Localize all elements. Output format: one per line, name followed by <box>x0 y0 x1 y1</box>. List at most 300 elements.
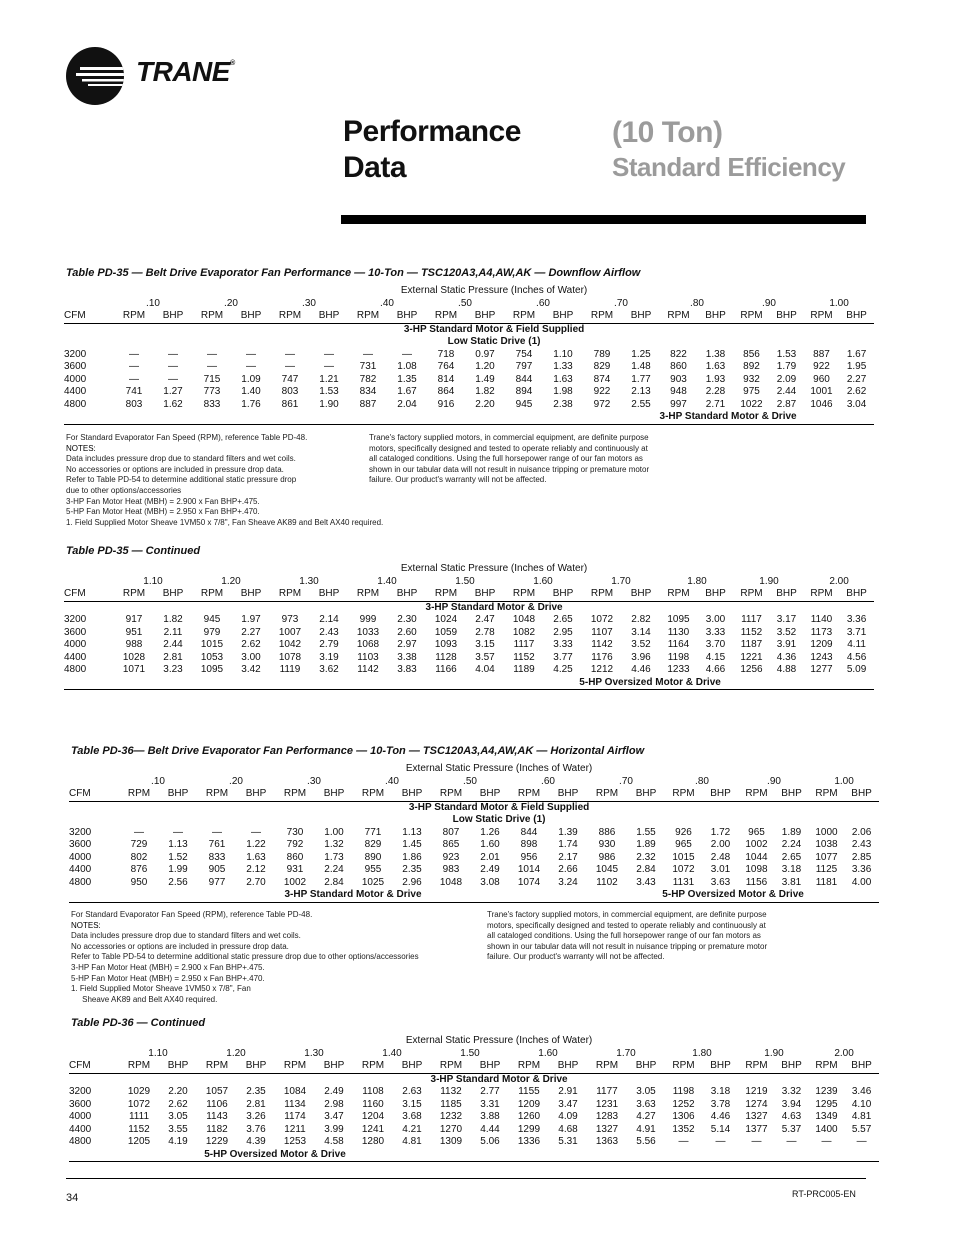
bhp-value: 2.20 <box>168 1086 188 1097</box>
bhp-value: 4.46 <box>631 664 651 675</box>
bhp-header: BHP <box>237 1060 275 1073</box>
cfm-value: 3600 <box>64 626 87 638</box>
pressure-header: .90 <box>762 297 776 309</box>
cfm-value: 3600 <box>64 361 87 372</box>
bhp-value: 2.56 <box>168 876 188 888</box>
rpm-value: 983 <box>442 864 460 875</box>
rpm-header: RPM <box>665 788 702 801</box>
rpm-header: RPM <box>809 1060 844 1073</box>
rpm-value: 1108 <box>362 1086 384 1097</box>
bhp-header: BHP <box>627 1060 665 1073</box>
rpm-value: 1243 <box>810 651 833 663</box>
footer-rule <box>66 1178 866 1179</box>
pressure-header: .60 <box>541 775 555 787</box>
rpm-value: 834 <box>359 386 377 397</box>
esp-label: External Static Pressure (Inches of Water) <box>405 763 593 774</box>
rpm-value: 1007 <box>278 626 302 638</box>
bhp-value: — <box>715 1136 726 1147</box>
bhp-value: 2.62 <box>168 1098 188 1110</box>
pressure-header: 1.10 <box>148 1047 168 1059</box>
bhp-header: BHP <box>237 788 275 801</box>
motor-band-label: 5-HP Oversized Motor & Drive <box>587 889 879 902</box>
bhp-value: 1.89 <box>636 839 656 850</box>
rpm-value: 1221 <box>740 651 763 663</box>
rpm-value: 1128 <box>435 651 457 663</box>
bhp-header: BHP <box>154 310 192 323</box>
rpm-value: — <box>821 1136 832 1147</box>
bhp-value: 1.45 <box>402 839 422 850</box>
rpm-value: 1119 <box>279 664 301 675</box>
rpm-value: 1229 <box>205 1136 229 1147</box>
pressure-header: .20 <box>229 775 243 787</box>
rpm-header: RPM <box>114 588 154 601</box>
bhp-value: 3.68 <box>402 1111 422 1122</box>
table-row <box>69 1136 879 1149</box>
rpm-value: 986 <box>598 851 616 863</box>
bhp-value: 2.96 <box>402 876 422 888</box>
bhp-header: BHP <box>232 310 270 323</box>
rpm-value: 792 <box>286 839 304 850</box>
bhp-value: 2.35 <box>246 1086 266 1097</box>
bhp-value: 2.87 <box>776 398 797 410</box>
bhp-header: BHP <box>839 588 874 601</box>
rpm-value: 1117 <box>741 614 762 625</box>
bhp-value: 3.19 <box>319 651 339 663</box>
rpm-value: 1327 <box>745 1111 768 1122</box>
bhp-value: 3.81 <box>781 876 802 888</box>
bhp-value: 1.63 <box>553 373 573 385</box>
bhp-header: BHP <box>393 1060 431 1073</box>
rpm-value: 1125 <box>815 864 838 875</box>
pressure-header: 1.60 <box>538 1047 558 1059</box>
bhp-value: 2.11 <box>163 626 183 638</box>
rpm-header: RPM <box>348 310 388 323</box>
bhp-value: 3.05 <box>168 1111 188 1122</box>
bhp-value: 2.00 <box>710 839 731 850</box>
rpm-value: 1053 <box>200 651 224 663</box>
rpm-header: RPM <box>504 588 544 601</box>
bhp-value: 1.13 <box>402 826 422 838</box>
rpm-value: 1174 <box>284 1111 306 1122</box>
rpm-value: 903 <box>670 373 687 385</box>
bhp-header: BHP <box>471 1060 509 1073</box>
bhp-value: — <box>168 373 178 385</box>
table-pd35-notes: For Standard Evaporator Fan Speed (RPM), reference Table PD-48. NOTES: Data includes pressure drop due to standard filters and wet coils. No accessories or options are included in pressure drop data. Refer to Table PD-54 to determine additional static pressure drop due to other options/accessories 3-HP Fan Motor Heat (MBH) = 2.900 x Fan BHP+.475. 5-HP Fan Motor Heat (MBH) = 2.950 x Fan BHP+.470. 1. Field Supplied Motor Sheave 1VM50 x 7/8", Fan Sheave AK89 and Belt AX40 required. <box>66 433 384 527</box>
rpm-value: 1000 <box>815 826 838 838</box>
rpm-value: 1072 <box>127 1098 151 1110</box>
rpm-value: 1160 <box>362 1098 384 1110</box>
pressure-header: 1.10 <box>143 575 163 587</box>
rpm-value: 1177 <box>596 1086 618 1097</box>
rpm-value: 975 <box>743 386 760 397</box>
rpm-value: 1377 <box>745 1123 768 1135</box>
bhp-value: 3.99 <box>324 1123 344 1135</box>
rpm-value: 1173 <box>810 626 833 638</box>
bhp-value: 1.82 <box>475 386 495 397</box>
rpm-value: 1132 <box>440 1086 462 1097</box>
bhp-value: 1.73 <box>324 851 344 863</box>
cfm-value: 4000 <box>69 1111 92 1122</box>
rpm-value: — <box>129 361 139 372</box>
rpm-value: 973 <box>281 614 299 625</box>
bhp-value: 1.20 <box>475 361 495 372</box>
bhp-value: 1.09 <box>241 373 261 385</box>
bhp-value: 4.91 <box>636 1123 656 1135</box>
rpm-value: 1074 <box>517 876 541 888</box>
rpm-value: 1002 <box>283 876 307 888</box>
rpm-value: 1209 <box>517 1098 541 1110</box>
bhp-value: 5.56 <box>636 1136 656 1147</box>
bhp-header: BHP <box>774 1060 809 1073</box>
table-row <box>69 1086 879 1099</box>
bhp-header: BHP <box>702 1060 739 1073</box>
bhp-value: 3.17 <box>776 614 797 625</box>
rpm-value: 1256 <box>740 664 763 675</box>
rpm-value: 833 <box>208 851 226 863</box>
bhp-value: — <box>786 1136 797 1147</box>
rpm-header: RPM <box>587 1060 627 1073</box>
bhp-value: 3.94 <box>781 1098 802 1110</box>
rpm-value: 1181 <box>815 876 838 888</box>
bhp-value: 2.35 <box>402 864 422 875</box>
rpm-value: — <box>129 348 139 360</box>
bhp-value: 2.06 <box>851 826 872 838</box>
table-row <box>64 664 874 677</box>
rpm-value: 930 <box>598 839 616 850</box>
bhp-value: 2.77 <box>480 1086 500 1097</box>
rpm-value: 1309 <box>439 1136 463 1147</box>
bhp-value: 3.57 <box>475 651 495 663</box>
rpm-value: 887 <box>359 398 377 410</box>
rpm-value: 822 <box>670 348 687 360</box>
bhp-value: 3.46 <box>851 1086 872 1097</box>
rpm-value: 956 <box>520 851 538 863</box>
rpm-value: 965 <box>748 826 765 838</box>
rpm-header: RPM <box>509 788 549 801</box>
rpm-value: 1152 <box>128 1123 150 1135</box>
rpm-value: 730 <box>286 826 304 838</box>
bhp-value: 1.97 <box>241 614 261 625</box>
motor-band-label: 5-HP Oversized Motor & Drive <box>119 1149 431 1162</box>
bhp-value: 2.12 <box>246 864 266 875</box>
rpm-value: 1107 <box>591 626 613 638</box>
rpm-value: 1106 <box>206 1098 228 1110</box>
bhp-value: 2.27 <box>241 626 261 638</box>
bhp-value: 1.21 <box>319 373 339 385</box>
pressure-header: 1.60 <box>533 575 553 587</box>
bhp-value: 3.24 <box>558 876 578 888</box>
rpm-value: 886 <box>598 826 616 838</box>
cfm-value: 4800 <box>64 664 87 675</box>
cfm-value: 4400 <box>69 864 92 875</box>
table-pd36-notes: For Standard Evaporator Fan Speed (RPM), reference Table PD-48. NOTES: Data includes pressure drop due to standard filters and wet coils. No accessories or options are included in pressure drop data. Refer to Table PD-54 to determine additional static pressure drop due to other options/accessories 3-HP Fan Motor Heat (MBH) = 2.900 x Fan BHP+.475. 5-HP Fan Motor Heat (MBH) = 2.950 x Fan BHP+.470. 1. Field Supplied Motor Sheave 1VM50 x 7/8", Fan Sheave AK89 and Belt AX40 required. <box>71 910 419 1004</box>
rpm-value: 1022 <box>740 398 763 410</box>
rpm-value: 803 <box>125 398 143 410</box>
rpm-value: 865 <box>442 839 460 850</box>
bhp-header: BHP <box>544 310 582 323</box>
bhp-value: — <box>324 348 334 360</box>
bhp-value: 4.36 <box>776 651 797 663</box>
bhp-value: 1.39 <box>558 826 578 838</box>
rpm-value: 1015 <box>672 851 695 863</box>
bhp-value: 4.81 <box>851 1111 872 1122</box>
bhp-value: — <box>402 348 412 360</box>
rpm-header: RPM <box>197 788 237 801</box>
bhp-value: 1.13 <box>168 839 188 850</box>
bhp-value: 4.11 <box>847 639 866 650</box>
bhp-value: 1.32 <box>324 839 344 850</box>
rpm-value: 1001 <box>810 386 833 397</box>
rpm-value: 972 <box>593 398 611 410</box>
bhp-value: 4.21 <box>402 1123 422 1135</box>
bhp-value: 1.26 <box>480 826 500 838</box>
bhp-value: 3.77 <box>553 651 573 663</box>
rpm-value: 729 <box>130 839 148 850</box>
pressure-header: 1.20 <box>221 575 241 587</box>
rpm-value: 1042 <box>278 639 302 650</box>
rpm-value: 1048 <box>512 614 536 625</box>
table-row <box>69 839 879 852</box>
bhp-value: 2.55 <box>631 398 651 410</box>
bhp-value: 1.53 <box>776 348 797 360</box>
bhp-value: 2.48 <box>710 851 731 863</box>
bhp-value: 3.15 <box>402 1098 422 1110</box>
bhp-value: 1.77 <box>631 373 651 385</box>
bhp-value: 2.28 <box>705 386 726 397</box>
bhp-value: — <box>246 348 256 360</box>
bhp-value: 3.08 <box>480 876 500 888</box>
bhp-value: 3.83 <box>397 664 417 675</box>
pressure-header: .30 <box>302 297 316 309</box>
bhp-value: 3.14 <box>631 626 651 638</box>
rpm-header: RPM <box>809 788 844 801</box>
bhp-value: 2.95 <box>553 626 573 638</box>
rpm-value: 1233 <box>667 664 690 675</box>
rpm-header: RPM <box>504 310 544 323</box>
rpm-value: 1156 <box>745 876 768 888</box>
bhp-value: 3.52 <box>776 626 797 638</box>
rpm-value: 965 <box>675 839 692 850</box>
pressure-header: 1.50 <box>460 1047 480 1059</box>
rpm-value: 747 <box>281 373 299 385</box>
table-pd35-caption: Table PD-35 — Belt Drive Evaporator Fan Performance — 10-Ton — TSC120A3,A4,AW,AK — Downflow Airflow <box>66 267 641 279</box>
document-id: RT-PRC005-EN <box>792 1189 856 1199</box>
bhp-value: 5.14 <box>710 1123 731 1135</box>
rpm-value: 999 <box>359 614 377 625</box>
bhp-value: 1.99 <box>168 864 188 875</box>
rpm-value: 892 <box>743 361 760 372</box>
rpm-value: 1142 <box>357 664 379 675</box>
bhp-value: 2.65 <box>553 614 573 625</box>
bhp-header: BHP <box>154 588 192 601</box>
rpm-value: 1072 <box>590 614 614 625</box>
rpm-value: 887 <box>813 348 830 360</box>
bhp-value: 3.00 <box>241 651 261 663</box>
bhp-value: 4.04 <box>475 664 495 675</box>
rpm-value: 1231 <box>595 1098 619 1110</box>
bhp-value: 3.23 <box>163 664 183 675</box>
rpm-value: 814 <box>437 373 455 385</box>
bhp-value: 3.71 <box>846 626 867 638</box>
cfm-value: 4800 <box>69 876 92 888</box>
bhp-value: 2.49 <box>480 864 500 875</box>
table-row <box>69 827 879 840</box>
bhp-value: 5.31 <box>558 1136 578 1147</box>
rpm-header: RPM <box>509 1060 549 1073</box>
rpm-value: 718 <box>437 348 455 360</box>
rpm-value: 1219 <box>745 1086 768 1097</box>
bhp-value: 2.97 <box>397 639 417 650</box>
rpm-value: 945 <box>203 614 221 625</box>
rpm-value: — <box>134 826 144 838</box>
bhp-value: 3.05 <box>636 1086 656 1097</box>
rpm-value: 803 <box>281 386 299 397</box>
rpm-header: RPM <box>353 1060 393 1073</box>
bhp-value: — <box>251 826 261 838</box>
bhp-value: 1.10 <box>553 348 573 360</box>
rpm-value: 1033 <box>356 626 380 638</box>
rpm-value: 1253 <box>283 1136 307 1147</box>
esp-label: External Static Pressure (Inches of Water) <box>400 563 588 574</box>
bhp-value: 3.91 <box>776 639 797 650</box>
rpm-value: 1024 <box>434 614 458 625</box>
table-row <box>64 361 874 374</box>
cfm-value: 3200 <box>64 614 87 625</box>
bhp-value: 2.17 <box>558 851 578 863</box>
bhp-value: 3.31 <box>480 1098 500 1110</box>
bhp-value: 2.44 <box>163 639 183 650</box>
bhp-value: 2.01 <box>480 851 500 863</box>
rpm-value: 955 <box>364 864 382 875</box>
rpm-header: RPM <box>275 1060 315 1073</box>
rpm-value: 1252 <box>672 1098 695 1110</box>
bhp-value: 1.89 <box>781 826 802 838</box>
pressure-header: .90 <box>767 775 781 787</box>
rpm-value: 1045 <box>595 864 619 875</box>
bhp-value: 2.09 <box>776 373 797 385</box>
pressure-header: 2.00 <box>834 1047 854 1059</box>
bhp-value: 4.19 <box>168 1136 188 1147</box>
bhp-value: 2.81 <box>246 1098 266 1110</box>
rpm-value: 1182 <box>206 1123 228 1135</box>
pressure-header: .40 <box>385 775 399 787</box>
bhp-value: 2.60 <box>397 626 417 638</box>
rpm-value: 876 <box>130 864 148 875</box>
bhp-value: 2.44 <box>776 386 797 397</box>
bhp-value: 4.66 <box>705 664 726 675</box>
pressure-header: 1.90 <box>759 575 779 587</box>
rpm-value: 1155 <box>518 1086 540 1097</box>
rpm-value: 1134 <box>284 1098 306 1110</box>
bhp-header: BHP <box>393 788 431 801</box>
bhp-header: BHP <box>839 310 874 323</box>
rpm-value: 1142 <box>591 639 613 650</box>
bhp-value: 4.58 <box>324 1136 344 1147</box>
rpm-value: 856 <box>743 348 760 360</box>
table-pd35-motor-note: Trane's factory supplied motors, in commercial equipment, are definite purpose motors, specifically designed and tested to operate reliably and continuously at all cataloged conditions. Using the full horsepower range of our fan motors as shown in our tabular data will not result in nuisance tripping or premature motor failure. Our product's warranty will not be affected. <box>369 433 650 485</box>
rpm-header: RPM <box>119 788 159 801</box>
rpm-header: RPM <box>734 310 769 323</box>
bhp-value: 4.81 <box>402 1136 422 1147</box>
bhp-value: 3.76 <box>246 1123 266 1135</box>
bhp-header: BHP <box>159 788 197 801</box>
rpm-header: RPM <box>197 1060 237 1073</box>
table-row <box>69 1124 879 1137</box>
rpm-value: 1046 <box>810 398 833 410</box>
bhp-header: BHP <box>549 788 587 801</box>
rpm-value: 948 <box>670 386 687 397</box>
bhp-value: 1.60 <box>480 839 500 850</box>
table-row <box>64 349 874 362</box>
bhp-value: 1.63 <box>246 851 266 863</box>
bhp-value: 1.08 <box>397 361 417 372</box>
rpm-value: 771 <box>364 826 382 838</box>
rpm-value: 1166 <box>435 664 457 675</box>
page-title: Performance Data <box>343 115 521 184</box>
bhp-value: 2.62 <box>846 386 867 397</box>
table-pd35-continued-caption: Table PD-35 — Continued <box>66 545 201 557</box>
rpm-value: 1131 <box>672 876 695 888</box>
rpm-header: RPM <box>275 788 315 801</box>
rpm-value: 1068 <box>356 639 380 650</box>
bhp-value: 4.10 <box>851 1098 872 1110</box>
bhp-value: 2.84 <box>636 864 656 875</box>
bhp-value: 3.88 <box>480 1111 500 1122</box>
bhp-value: 1.49 <box>475 373 495 385</box>
bhp-value: 5.09 <box>846 664 867 675</box>
rpm-value: 861 <box>281 398 299 410</box>
bhp-value: 1.95 <box>846 361 867 372</box>
table-row <box>64 639 874 652</box>
rpm-value: 1071 <box>122 664 146 675</box>
bhp-value: 3.70 <box>705 639 726 650</box>
rpm-value: 764 <box>437 361 455 372</box>
table-row <box>69 1099 879 1112</box>
bhp-value: 2.43 <box>319 626 339 638</box>
motor-band-label: Low Static Drive (1) <box>447 336 541 347</box>
bhp-value: 1.00 <box>324 826 344 838</box>
pressure-header: .50 <box>463 775 477 787</box>
cfm-value: 4000 <box>69 851 92 863</box>
rpm-value: 917 <box>125 614 143 625</box>
rpm-value: 1232 <box>439 1111 463 1122</box>
motor-band-label: 3-HP Standard Motor & Drive <box>582 411 874 424</box>
bhp-value: 4.00 <box>851 876 872 888</box>
rpm-header: RPM <box>734 588 769 601</box>
bhp-value: 4.44 <box>480 1123 500 1135</box>
bhp-value: 2.63 <box>402 1086 422 1097</box>
rpm-value: 1198 <box>667 651 690 663</box>
pressure-header: 1.30 <box>299 575 319 587</box>
rpm-value: 1277 <box>810 664 833 675</box>
bhp-header: BHP <box>471 788 509 801</box>
bhp-value: 2.43 <box>851 839 872 850</box>
bhp-value: — <box>856 1136 867 1147</box>
bhp-value: 5.06 <box>480 1136 500 1147</box>
rpm-value: 1349 <box>815 1111 838 1122</box>
cfm-value: 4800 <box>64 398 87 410</box>
rpm-value: 1198 <box>672 1086 695 1097</box>
rpm-value: 829 <box>364 839 382 850</box>
bhp-header: BHP <box>466 310 504 323</box>
rpm-header: RPM <box>804 588 839 601</box>
bhp-header: BHP <box>622 588 660 601</box>
rpm-header: RPM <box>114 310 154 323</box>
bhp-value: 2.65 <box>781 851 802 863</box>
rpm-value: 1211 <box>284 1123 306 1135</box>
rpm-value: 1078 <box>278 651 302 663</box>
bhp-value: 2.66 <box>558 864 578 875</box>
